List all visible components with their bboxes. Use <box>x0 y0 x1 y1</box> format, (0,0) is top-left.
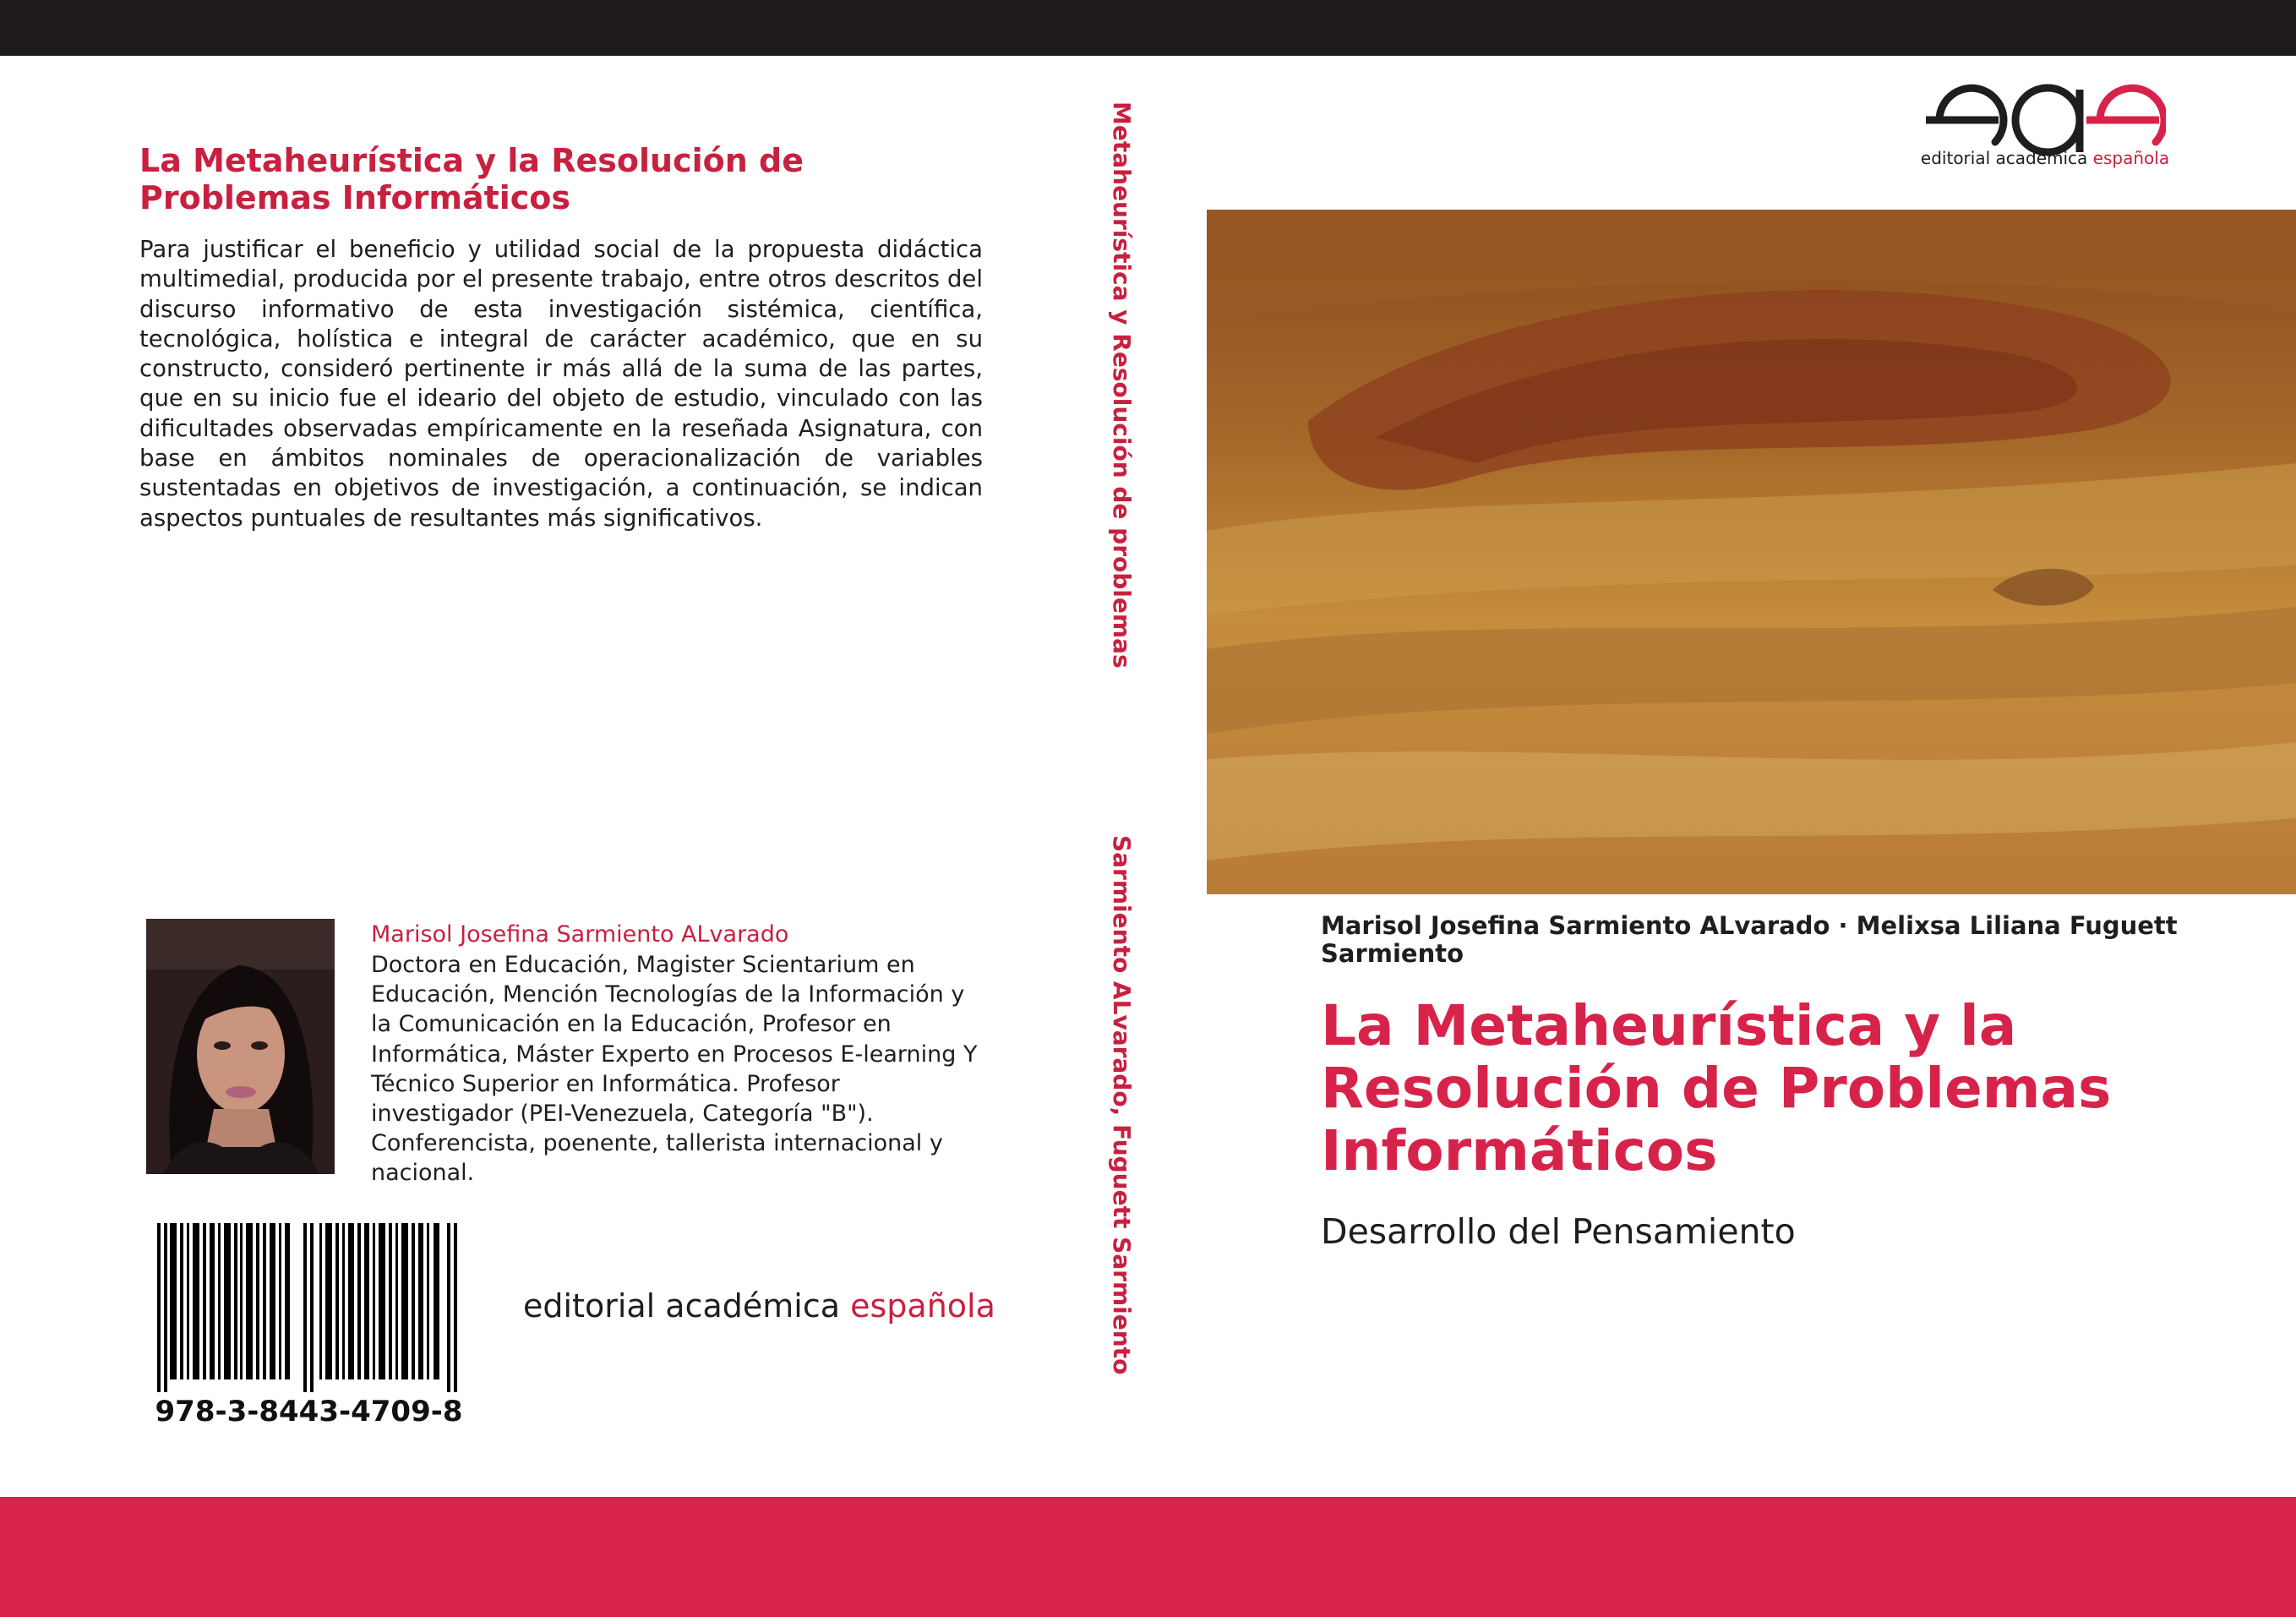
back-cover-title: La Metaheurística y la Resolución de Problemas Informáticos <box>139 142 804 216</box>
spine-title: Metaheurística y Resolución de problemas <box>1108 101 1136 669</box>
front-title: La Metaheurística y la Resolución de Problemas Informáticos <box>1321 993 2112 1183</box>
author-photo <box>146 919 335 1174</box>
sandstone-cover-image <box>1207 210 2296 894</box>
logo-caption-main: editorial académica <box>1920 148 2093 168</box>
publisher-accent-text: española <box>850 1287 995 1325</box>
spine-authors: Sarmiento ALvarado, Fuguett Sarmiento <box>1108 835 1136 1375</box>
back-author-name: Marisol Josefina Sarmiento ALvarado <box>371 921 789 948</box>
publisher-main-text: editorial académica <box>523 1287 851 1325</box>
back-author-bio: Doctora en Educación, Magister Scientarium en Educación, Mención Tecnologías de la Información y la Comunicación en la Educación, Profesor en Informática, Máster Experto en Procesos E-learning Y Técnico Superior en Informática. Profesor investigador (PEI-Venezuela, Categoría "B"). Conferencista, poenente, tallerista internacional y nacional. <box>371 952 978 1187</box>
back-publisher-name <box>523 1286 995 1325</box>
logo-caption-accent: española <box>2092 148 2170 168</box>
back-cover-description: Para justificar el beneficio y utilidad social de la propuesta didáctica multimedial, producida por el presente trabajo, entre otros descritos del discurso informativo de esta investigación sistémica, científica, tecnológica, holística e integral de carácter académico, que en su constructo, consideró pertinente ir más allá de la suma de las partes, que en su inicio fue el ideario del objeto de estudio, vinculado con las dificultades observadas empíricamente en la reseñada Asignatura, con base en ámbitos nominales de operacionalización de variables sustentadas en objetivos de investigación, a continuación, se indican aspectos puntuales de resultantes más significativos. <box>139 236 983 532</box>
bottom-accent-band <box>0 1497 2296 1617</box>
front-subtitle: Desarrollo del Pensamiento <box>1321 1211 1796 1252</box>
isbn-number: 978-3-8443-4709-8 <box>155 1395 463 1429</box>
top-dark-band <box>0 0 2296 56</box>
front-authors: Marisol Josefina Sarmiento ALvarado · Melixsa Liliana Fuguett Sarmiento <box>1321 911 2178 968</box>
barcode-icon <box>155 1223 463 1392</box>
logo-caption <box>1918 148 2172 168</box>
